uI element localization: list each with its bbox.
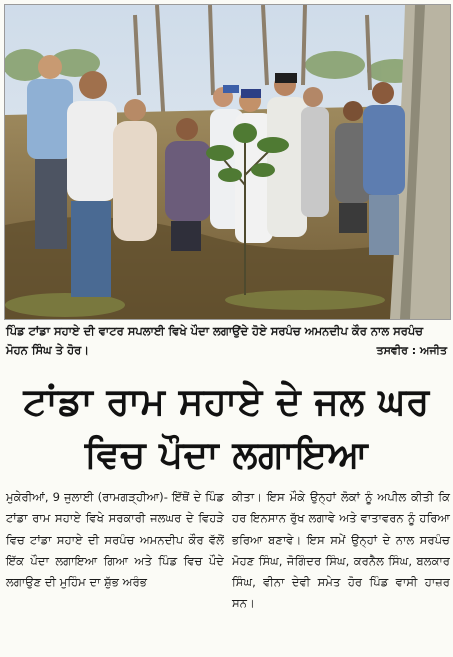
- photo-tree-planting: [5, 5, 450, 319]
- headline-line-1: ਟਾਂਡਾ ਰਾਮ ਸਹਾਏ ਦੇ ਜਲ ਘਰ: [23, 380, 430, 423]
- article-body-left: ਮੁਕੇਰੀਆਂ, 9 ਜੁਲਾਈ (ਰਾਮਗੜ੍ਹੀਆ)- ਇੱਥੋਂ ਦੇ ਪਿੰਡ ਟਾਂਡਾ ਰਾਮ ਸਹਾਏ ਵਿਖੇ ਸਰਕਾਰੀ ਜਲਘਰ ਦੇ ਵਿਹੜੇ ਵਿਚ ਟਾਂਡਾ ਸਹਾਏ ਦੀ ਸਰਪੰਚ ਅਮਨਦੀਪ ਕੌਰ ਵੱਲੋਂ ਇੱਕ ਪੌਦਾ ਲਗਾਇਆ ਗਿਆ ਅਤੇ ਪਿੰਡ ਵਿਚ ਪੌਦੇ ਲਗਾਉਣ ਦੀ ਮੁਹਿੰਮ ਦਾ ਸ਼ੁੱਭ ਅਰੰਭ: [6, 490, 224, 590]
- headline-line-2: ਵਿਚ ਪੌਦਾ ਲਗਾਇਆ: [84, 433, 369, 476]
- photo-credit: ਤਸਵੀਰ : ਅਜੀਤ: [376, 344, 447, 357]
- caption-text: ਪਿੰਡ ਟਾਂਡਾ ਸਹਾਏ ਦੀ ਵਾਟਰ ਸਪਲਾਈ ਵਿਖੇ ਪੌਦਾ ਲਗਾਉਂਦੇ ਹੋਏ ਸਰਪੰਚ ਅਮਨਦੀਪ ਕੌਰ ਨਾਲ ਸਰਪੰਚ ਮੋਹਨ ਸਿੰਘ ਤੇ ਹੋਰ।: [6, 324, 424, 357]
- article-body-right: ਕੀਤਾ। ਇਸ ਮੌਕੇ ਉਨ੍ਹਾਂ ਲੋਕਾਂ ਨੂੰ ਅਪੀਲ ਕੀਤੀ ਕਿ ਹਰ ਇਨਸਾਨ ਰੁੱਖ ਲਗਾਵੇ ਅਤੇ ਵਾਤਾਵਰਨ ਨੂੰ ਹਰਿਆ ਭਰਿਆ ਬਣਾਵੇ। ਇਸ ਸਮੇਂ ਉਨ੍ਹਾਂ ਦੇ ਨਾਲ ਸਰਪੰਚ ਮੋਹਣ ਸਿੰਘ, ਜੋਗਿੰਦਰ ਸਿੰਘ, ਕਰਨੈਲ ਸਿੰਘ, ਬਲਕਾਰ ਸਿੰਘ, ਵੀਨਾ ਦੇਵੀ ਸਮੇਤ ਹੋਰ ਪਿੰਡ ਵਾਸੀ ਹਾਜ਼ਰ ਸਨ।: [232, 490, 450, 611]
- photo-caption: [6, 322, 447, 360]
- news-photo: [4, 4, 451, 320]
